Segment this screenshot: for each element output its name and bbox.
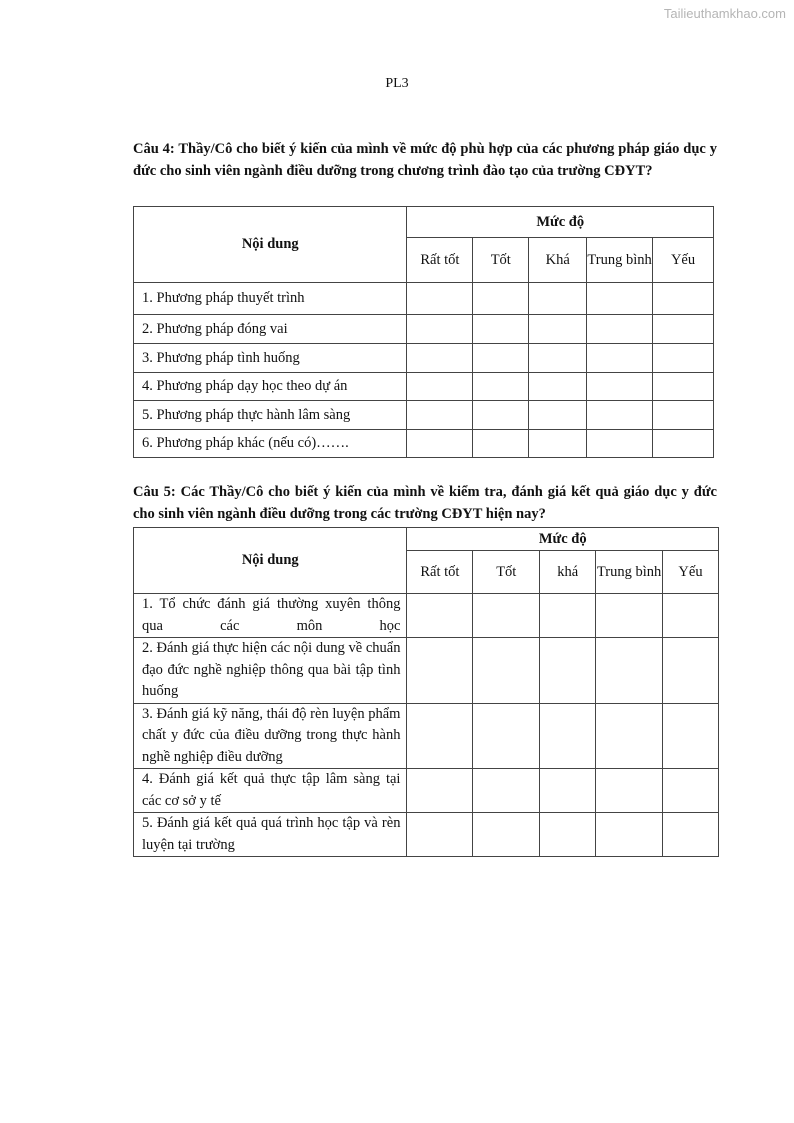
- col-header-level: Mức độ: [407, 207, 714, 238]
- rating-cell[interactable]: [663, 594, 719, 638]
- rating-cell[interactable]: [653, 344, 714, 373]
- row-label: 5. Phương pháp thực hành lâm sàng: [134, 401, 407, 430]
- rating-cell[interactable]: [540, 813, 596, 857]
- page-label: PL3: [385, 76, 409, 91]
- watermark: Tailieuthamkhao.com: [663, 6, 786, 21]
- rating-cell[interactable]: [407, 813, 473, 857]
- rating-cell[interactable]: [529, 344, 587, 373]
- level-header: Tốt: [473, 551, 540, 594]
- rating-cell[interactable]: [529, 315, 587, 344]
- rating-cell[interactable]: [540, 769, 596, 813]
- rating-cell[interactable]: [407, 594, 473, 638]
- rating-cell[interactable]: [653, 283, 714, 315]
- rating-cell[interactable]: [407, 703, 473, 769]
- rating-cell[interactable]: [407, 638, 473, 704]
- table-row: [134, 769, 719, 813]
- question-4-table: [133, 206, 714, 458]
- table-row: [134, 315, 714, 344]
- table-row: [134, 401, 714, 430]
- rating-cell[interactable]: [653, 315, 714, 344]
- level-header: Rất tốt: [407, 551, 473, 594]
- rating-cell[interactable]: [529, 430, 587, 458]
- table-row: [134, 813, 719, 857]
- rating-cell[interactable]: [473, 594, 540, 638]
- rating-cell[interactable]: [540, 703, 596, 769]
- rating-cell[interactable]: [653, 373, 714, 401]
- row-label: 1. Tổ chức đánh giá thường xuyên thông qua các môn học: [134, 594, 407, 638]
- row-label: 1. Phương pháp thuyết trình: [134, 283, 407, 315]
- rating-cell[interactable]: [473, 283, 529, 315]
- rating-cell[interactable]: [473, 373, 529, 401]
- rating-cell[interactable]: [473, 344, 529, 373]
- rating-cell[interactable]: [473, 430, 529, 458]
- row-label: 5. Đánh giá kết quả quá trình học tập và rèn luyện tại trường: [134, 813, 407, 857]
- row-label: 6. Phương pháp khác (nếu có)…….: [134, 430, 407, 458]
- rating-cell[interactable]: [473, 401, 529, 430]
- rating-cell[interactable]: [529, 401, 587, 430]
- rating-cell[interactable]: [473, 315, 529, 344]
- rating-cell[interactable]: [407, 373, 473, 401]
- rating-cell[interactable]: [529, 283, 587, 315]
- rating-cell[interactable]: [587, 283, 653, 315]
- question-4: Câu 4: Thầy/Cô cho biết ý kiến của mình về mức độ phù hợp của các phương pháp giáo dục y đức cho sinh viên ngành điều dưỡng trong chương trình đào tạo của trường CĐYT?: [133, 141, 717, 179]
- row-label: 3. Đánh giá kỹ năng, thái độ rèn luyện phẩm chất y đức của điều dưỡng trong thực hành nghề nghiệp điều dưỡng: [134, 703, 407, 769]
- table-row: [134, 373, 714, 401]
- rating-cell[interactable]: [407, 769, 473, 813]
- rating-cell[interactable]: [587, 430, 653, 458]
- rating-cell[interactable]: [473, 638, 540, 704]
- rating-cell[interactable]: [540, 638, 596, 704]
- rating-cell[interactable]: [407, 401, 473, 430]
- rating-cell[interactable]: [407, 315, 473, 344]
- rating-cell[interactable]: [407, 283, 473, 315]
- rating-cell[interactable]: [473, 703, 540, 769]
- table-row: [134, 594, 719, 638]
- rating-cell[interactable]: [596, 638, 663, 704]
- col-header-content: Nội dung: [134, 207, 407, 283]
- rating-cell[interactable]: [529, 373, 587, 401]
- rating-cell[interactable]: [587, 373, 653, 401]
- question-5-table: [133, 527, 719, 857]
- row-label: 2. Phương pháp đóng vai: [134, 315, 407, 344]
- row-label: 4. Phương pháp dạy học theo dự án: [134, 373, 407, 401]
- rating-cell[interactable]: [663, 813, 719, 857]
- level-header: Rất tốt: [407, 238, 473, 283]
- rating-cell[interactable]: [653, 401, 714, 430]
- level-header: Yếu: [663, 551, 719, 594]
- rating-cell[interactable]: [653, 430, 714, 458]
- rating-cell[interactable]: [663, 703, 719, 769]
- rating-cell[interactable]: [473, 769, 540, 813]
- table-row: [134, 344, 714, 373]
- rating-cell[interactable]: [663, 769, 719, 813]
- rating-cell[interactable]: [473, 813, 540, 857]
- rating-cell[interactable]: [596, 769, 663, 813]
- level-header: Trung bình: [587, 238, 653, 283]
- level-header: Tốt: [473, 238, 529, 283]
- col-header-content: Nội dung: [134, 528, 407, 594]
- col-header-level: Mức độ: [407, 528, 719, 551]
- level-header: Trung bình: [596, 551, 663, 594]
- rating-cell[interactable]: [587, 401, 653, 430]
- rating-cell[interactable]: [407, 430, 473, 458]
- level-header: Khá: [529, 238, 587, 283]
- table-row: [134, 283, 714, 315]
- table-row: [134, 638, 719, 704]
- row-label: 2. Đánh giá thực hiện các nội dung về chuẩn đạo đức nghề nghiệp thông qua bài tập tình huống: [134, 638, 407, 704]
- table-row: [134, 430, 714, 458]
- rating-cell[interactable]: [596, 813, 663, 857]
- rating-cell[interactable]: [596, 703, 663, 769]
- question-5: Câu 5: Các Thầy/Cô cho biết ý kiến của mình về kiểm tra, đánh giá kết quả giáo dục y đức cho sinh viên ngành điều dưỡng trong các trường CĐYT hiện nay?: [133, 484, 717, 522]
- row-label: 4. Đánh giá kết quả thực tập lâm sàng tại các cơ sở y tế: [134, 769, 407, 813]
- rating-cell[interactable]: [587, 344, 653, 373]
- rating-cell[interactable]: [407, 344, 473, 373]
- level-header: Yếu: [653, 238, 714, 283]
- rating-cell[interactable]: [540, 594, 596, 638]
- row-label: 3. Phương pháp tình huống: [134, 344, 407, 373]
- level-header: khá: [540, 551, 596, 594]
- rating-cell[interactable]: [587, 315, 653, 344]
- rating-cell[interactable]: [596, 594, 663, 638]
- table-row: [134, 703, 719, 769]
- rating-cell[interactable]: [663, 638, 719, 704]
